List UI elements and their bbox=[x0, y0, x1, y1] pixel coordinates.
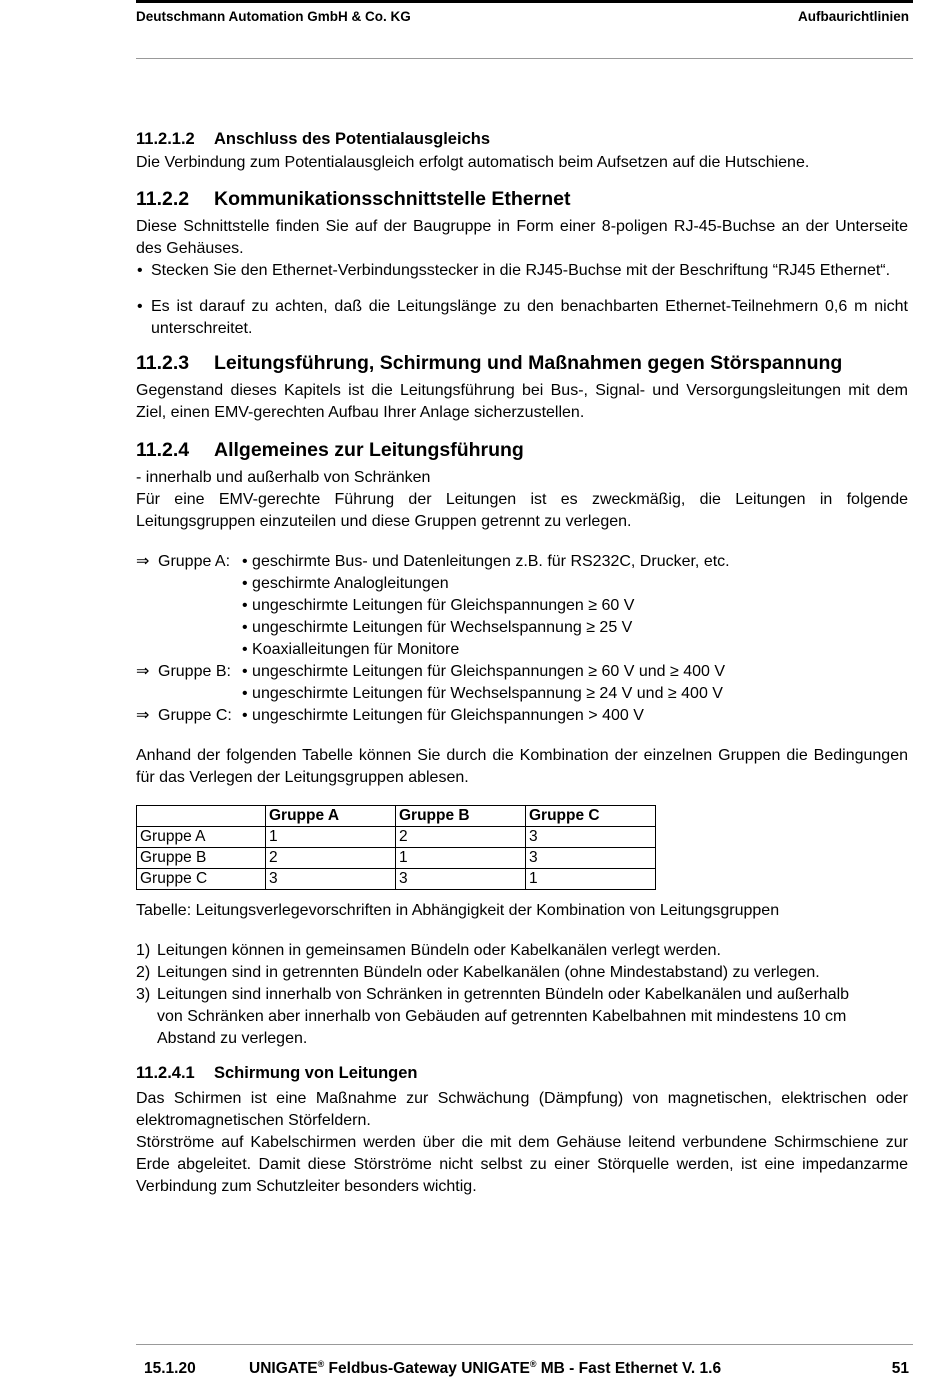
footnote bbox=[136, 962, 908, 984]
group-item: • ungeschirmte Leitungen für Gleichspannungen > 400 V bbox=[242, 707, 644, 724]
header-company: Deutschmann Automation GmbH & Co. KG bbox=[136, 9, 411, 24]
table-header-row bbox=[137, 806, 656, 827]
heading-11-2-1-2 bbox=[136, 128, 908, 150]
heading-11-2-3 bbox=[136, 350, 908, 376]
heading-title: Anschluss des Potentialausgleichs bbox=[214, 130, 491, 148]
table-header-cell: Gruppe A bbox=[266, 806, 396, 827]
table-cell: Gruppe B bbox=[137, 848, 266, 869]
footnote-text: Leitungen können in gemeinsamen Bündeln oder Kabelkanälen verlegt werden. bbox=[157, 942, 721, 959]
group-a-line bbox=[136, 551, 908, 573]
group-item: • geschirmte Bus- und Datenleitungen z.B. für RS232C, Drucker, etc. bbox=[242, 553, 730, 570]
bullet-item bbox=[136, 296, 908, 340]
footnote-number: 3) bbox=[136, 986, 151, 1003]
heading-number: 11.2.4 bbox=[136, 439, 190, 461]
heading-number: 11.2.4.1 bbox=[136, 1064, 195, 1082]
bullet-text: Stecken Sie den Ethernet-Verbindungsstecker in die RJ45-Buchse mit der Beschriftung “RJ45 Ethernet“. bbox=[151, 262, 891, 279]
group-name: Gruppe B: bbox=[158, 663, 231, 680]
table-cell: Gruppe C bbox=[137, 869, 266, 890]
table-cell: 2 bbox=[396, 827, 526, 848]
table-cell: 1 bbox=[526, 869, 656, 890]
table-cell: 1 bbox=[396, 848, 526, 869]
subtitle: - innerhalb und außerhalb von Schränken bbox=[136, 469, 431, 486]
group-table bbox=[136, 805, 656, 890]
table-cell: 1 bbox=[266, 827, 396, 848]
footnote-text: Leitungen sind innerhalb von Schränken in getrennten Bündeln oder Kabelkanälen und außerhalb von Schränken aber innerhalb von Gebäuden auf getrennten Kabelbahnen mit mindestens 10 cm Abstand zu verlegen. bbox=[157, 986, 850, 1047]
table-cell: 3 bbox=[266, 869, 396, 890]
paragraph: Das Schirmen ist eine Maßnahme zur Schwächung (Dämpfung) von magnetischen, elektrischen oder elektromagnetischen Störfeldern. bbox=[136, 1090, 908, 1129]
page-content bbox=[136, 128, 908, 1198]
footer-title-part: MB - Fast Ethernet V. 1.6 bbox=[536, 1360, 722, 1377]
group-b-line bbox=[136, 683, 908, 705]
heading-number: 11.2.1.2 bbox=[136, 130, 195, 148]
header-rule bbox=[136, 58, 913, 59]
group-list bbox=[136, 551, 908, 727]
heading-title: Kommunikationsschnittstelle Ethernet bbox=[214, 188, 571, 210]
heading-11-2-4 bbox=[136, 437, 908, 463]
table-cell: Gruppe A bbox=[137, 827, 266, 848]
page-number: 51 bbox=[891, 1360, 909, 1377]
group-item: • geschirmte Analogleitungen bbox=[242, 575, 449, 592]
heading-number: 11.2.3 bbox=[136, 352, 190, 374]
table-row bbox=[137, 848, 656, 869]
group-b-line bbox=[136, 661, 908, 683]
group-item: • ungeschirmte Leitungen für Wechselspannung ≥ 24 V und ≥ 400 V bbox=[242, 685, 723, 702]
paragraph: Diese Schnittstelle finden Sie auf der Baugruppe in Form einer 8-poligen RJ-45-Buchse an der Unterseite des Gehäuses. bbox=[136, 218, 908, 257]
registered-mark: ® bbox=[317, 1358, 325, 1369]
arrow-icon: ⇒ bbox=[136, 553, 150, 570]
footnote-number: 1) bbox=[136, 942, 151, 959]
table-header-cell: Gruppe B bbox=[396, 806, 526, 827]
heading-title: Leitungsführung, Schirmung und Maßnahmen gegen Störspannung bbox=[214, 352, 843, 374]
arrow-icon: ⇒ bbox=[136, 707, 150, 724]
table-cell: 2 bbox=[266, 848, 396, 869]
heading-number: 11.2.2 bbox=[136, 188, 190, 210]
top-rule bbox=[136, 0, 913, 3]
footnote-number: 2) bbox=[136, 964, 151, 981]
footnote-text: Leitungen sind in getrennten Bündeln oder Kabelkanälen (ohne Mindestabstand) zu verlegen. bbox=[157, 964, 820, 981]
group-a-line bbox=[136, 595, 908, 617]
registered-mark: ® bbox=[529, 1358, 537, 1369]
footer-title bbox=[249, 1360, 721, 1378]
group-item: • ungeschirmte Leitungen für Gleichspannungen ≥ 60 V und ≥ 400 V bbox=[242, 663, 726, 680]
heading-title: Allgemeines zur Leitungsführung bbox=[214, 439, 524, 461]
footer-title-part: UNIGATE bbox=[249, 1360, 318, 1377]
group-a-line bbox=[136, 639, 908, 661]
table-header-cell bbox=[137, 806, 266, 827]
arrow-icon: ⇒ bbox=[136, 663, 150, 680]
table-cell: 3 bbox=[526, 827, 656, 848]
footer-title-part: Feldbus-Gateway UNIGATE bbox=[324, 1360, 530, 1377]
table-cell: 3 bbox=[396, 869, 526, 890]
table-row bbox=[137, 869, 656, 890]
heading-11-2-4-1 bbox=[136, 1062, 908, 1084]
footnote bbox=[136, 984, 908, 1050]
paragraph: Für eine EMV-gerechte Führung der Leitungen ist es zweckmäßig, die Leitungen in folgende Leitungsgruppen einzuteilen und diese Gruppen getrennt zu verlegen. bbox=[136, 491, 908, 530]
footnote bbox=[136, 940, 908, 962]
bullet-glyph: • bbox=[137, 262, 143, 279]
group-item: • ungeschirmte Leitungen für Wechselspannung ≥ 25 V bbox=[242, 619, 633, 636]
heading-title: Schirmung von Leitungen bbox=[214, 1064, 418, 1082]
paragraph: Störströme auf Kabelschirmen werden über die mit dem Gehäuse leitend verbundene Schirmschiene zur Erde abgeleitet. Damit diese Störströme nicht selbst zu einer Störquelle werden, ist eine impedanzarme Verbindung zum Schutzleiter besonders wichtig. bbox=[136, 1134, 908, 1195]
footer-rule bbox=[136, 1344, 913, 1345]
group-a-line bbox=[136, 573, 908, 595]
paragraph: Gegenstand dieses Kapitels ist die Leitungsführung bei Bus-, Signal- und Versorgungsleitungen mit dem Ziel, einen EMV-gerechten Aufbau Ihrer Anlage sicherzustellen. bbox=[136, 382, 908, 421]
table-row bbox=[137, 827, 656, 848]
group-a-line bbox=[136, 617, 908, 639]
group-c-line bbox=[136, 705, 908, 727]
group-item: • Koaxialleitungen für Monitore bbox=[242, 641, 460, 658]
footer-date: 15.1.20 bbox=[144, 1360, 196, 1377]
table-cell: 3 bbox=[526, 848, 656, 869]
heading-11-2-2 bbox=[136, 186, 908, 212]
bullet-text: Es ist darauf zu achten, daß die Leitungslänge zu den benachbarten Ethernet-Teilnehmern 0,6 m nicht unterschreitet. bbox=[151, 298, 908, 337]
bullet-item bbox=[136, 260, 908, 282]
group-name: Gruppe A: bbox=[158, 553, 231, 570]
group-item: • ungeschirmte Leitungen für Gleichspannungen ≥ 60 V bbox=[242, 597, 635, 614]
header-section: Aufbaurichtlinien bbox=[798, 9, 909, 24]
paragraph: Anhand der folgenden Tabelle können Sie durch die Kombination der einzelnen Gruppen die Bedingungen für das Verlegen der Leitungsgruppen ablesen. bbox=[136, 747, 908, 786]
footnotes bbox=[136, 940, 908, 1050]
table-caption: Tabelle: Leitungsverlegevorschriften in Abhängigkeit der Kombination von Leitungsgruppen bbox=[136, 902, 780, 919]
paragraph: Die Verbindung zum Potentialausgleich erfolgt automatisch beim Aufsetzen auf die Hutschiene. bbox=[136, 154, 810, 171]
group-name: Gruppe C: bbox=[158, 707, 232, 724]
table-header-cell: Gruppe C bbox=[526, 806, 656, 827]
bullet-glyph: • bbox=[137, 298, 143, 315]
